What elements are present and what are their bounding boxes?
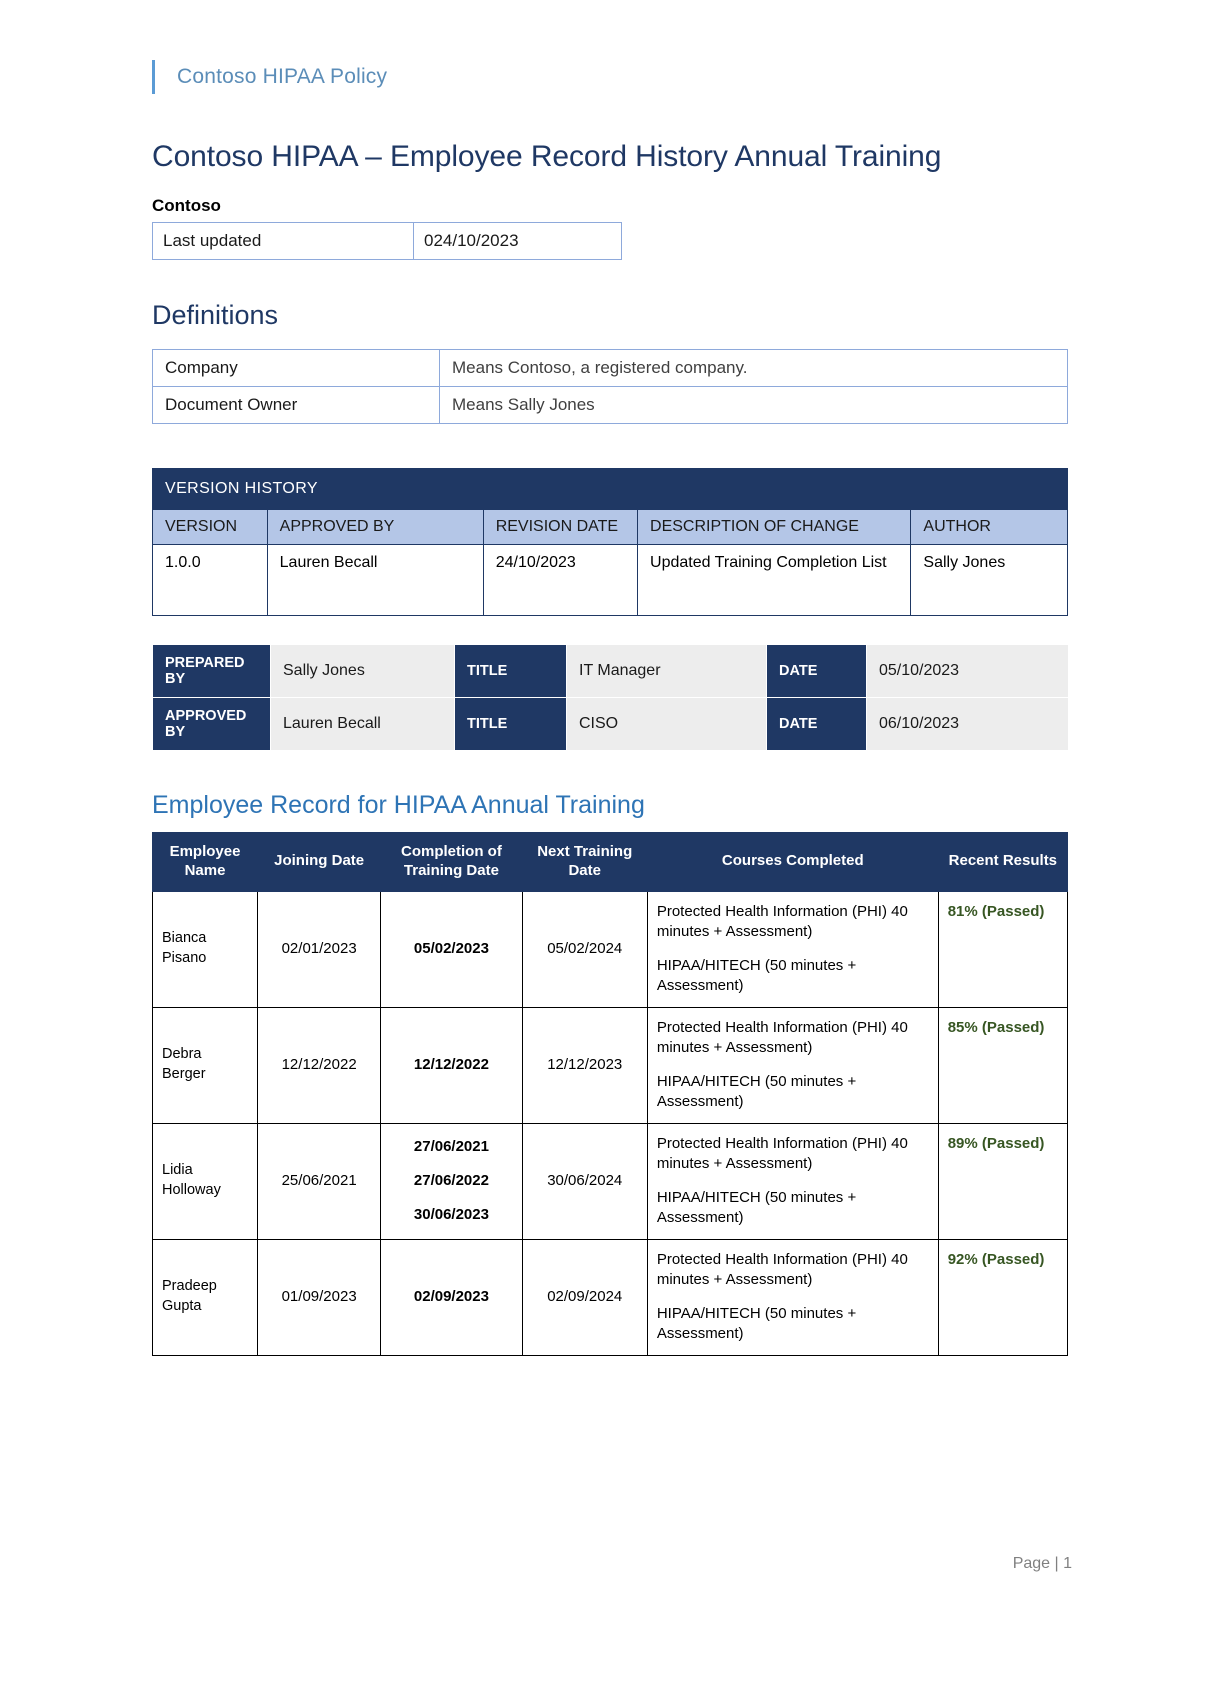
joining-date: 12/12/2022	[258, 1007, 381, 1123]
table-row	[153, 387, 1068, 424]
approved-by-name: Lauren Becall	[271, 698, 455, 751]
courses-completed	[647, 1239, 938, 1355]
table-row	[153, 1239, 1068, 1355]
header-title: Contoso HIPAA Policy	[177, 65, 388, 88]
column-header-courses-completed: Courses Completed	[647, 833, 938, 892]
column-header-description: DESCRIPTION OF CHANGE	[638, 510, 911, 545]
table-row	[153, 645, 1069, 698]
next-training-date: 02/09/2024	[522, 1239, 647, 1355]
definition-term: Document Owner	[153, 387, 440, 424]
table-row	[153, 350, 1068, 387]
course-item: Protected Health Information (PHI) 40 minutes + Assessment)	[656, 1250, 908, 1288]
page-title: Contoso HIPAA – Employee Record History Annual Training	[152, 140, 942, 173]
definition-term: Company	[153, 350, 440, 387]
header-accent-bar	[152, 60, 155, 94]
table-row	[153, 891, 1068, 1007]
approved-title-value: CISO	[567, 698, 767, 751]
table-row	[153, 698, 1069, 751]
joining-date: 02/01/2023	[258, 891, 381, 1007]
table-row	[153, 1007, 1068, 1123]
employee-record-table	[152, 832, 1068, 1356]
author-value: Sally Jones	[911, 545, 1068, 616]
completion-date-item: 27/06/2021	[413, 1137, 489, 1155]
prepared-by-label: PREPARED BY	[153, 645, 271, 698]
courses-completed	[647, 1007, 938, 1123]
recent-result: 92% (Passed)	[938, 1239, 1067, 1355]
version-history-title-row	[153, 469, 1068, 510]
column-header-employee-name: Employee Name	[153, 833, 258, 892]
employee-name: Bianca Pisano	[153, 891, 258, 1007]
employee-name: Lidia Holloway	[153, 1123, 258, 1239]
course-item: Protected Health Information (PHI) 40 minutes + Assessment)	[656, 902, 908, 940]
description-value: Updated Training Completion List	[638, 545, 911, 616]
completion-date: 12/12/2022	[381, 1007, 522, 1123]
recent-result: 89% (Passed)	[938, 1123, 1067, 1239]
approved-title-label: TITLE	[455, 698, 567, 751]
next-training-date: 05/02/2024	[522, 891, 647, 1007]
completion-date-item: 27/06/2022	[413, 1171, 489, 1189]
version-history-title: VERSION HISTORY	[153, 469, 1068, 510]
last-updated-label: Last updated	[153, 223, 414, 260]
prepared-title-label: TITLE	[455, 645, 567, 698]
next-training-date: 30/06/2024	[522, 1123, 647, 1239]
last-updated-table	[152, 222, 622, 260]
company-name: Contoso	[152, 196, 221, 215]
employee-name: Pradeep Gupta	[153, 1239, 258, 1355]
course-item: HIPAA/HITECH (50 minutes + Assessment)	[656, 1073, 857, 1111]
prepared-date-label: DATE	[767, 645, 867, 698]
employee-name: Debra Berger	[153, 1007, 258, 1123]
version-history-table	[152, 468, 1068, 616]
joining-date: 01/09/2023	[258, 1239, 381, 1355]
prepared-by-name: Sally Jones	[271, 645, 455, 698]
column-header-author: AUTHOR	[911, 510, 1068, 545]
table-row	[153, 1123, 1068, 1239]
last-updated-value: 024/10/2023	[414, 223, 622, 260]
prepared-title-value: IT Manager	[567, 645, 767, 698]
column-header-completion-date: Completion of Training Date	[381, 833, 522, 892]
approved-by-label: APPROVED BY	[153, 698, 271, 751]
course-item: HIPAA/HITECH (50 minutes + Assessment)	[656, 1305, 857, 1343]
definition-text: Means Contoso, a registered company.	[440, 350, 1068, 387]
column-header-version: VERSION	[153, 510, 268, 545]
column-header-joining-date: Joining Date	[258, 833, 381, 892]
course-item: Protected Health Information (PHI) 40 minutes + Assessment)	[656, 1134, 908, 1172]
courses-completed	[647, 1123, 938, 1239]
completion-date-item: 30/06/2023	[413, 1206, 489, 1224]
approved-date-label: DATE	[767, 698, 867, 751]
signoff-table	[152, 644, 1069, 751]
column-header-approved-by: APPROVED BY	[267, 510, 483, 545]
recent-result: 81% (Passed)	[938, 891, 1067, 1007]
course-item: HIPAA/HITECH (50 minutes + Assessment)	[656, 957, 857, 995]
table-header-row	[153, 833, 1068, 892]
definition-text: Means Sally Jones	[440, 387, 1068, 424]
version-value: 1.0.0	[153, 545, 268, 616]
table-row	[153, 223, 622, 260]
column-header-recent-results: Recent Results	[938, 833, 1067, 892]
course-item: Protected Health Information (PHI) 40 minutes + Assessment)	[656, 1018, 908, 1056]
definitions-table	[152, 349, 1068, 424]
prepared-date-value: 05/10/2023	[867, 645, 1069, 698]
courses-completed	[647, 891, 938, 1007]
recent-result: 85% (Passed)	[938, 1007, 1067, 1123]
completion-date: 05/02/2023	[381, 891, 522, 1007]
employee-record-heading: Employee Record for HIPAA Annual Training	[152, 791, 645, 819]
completion-date	[381, 1123, 522, 1239]
page-content	[152, 60, 1072, 1356]
joining-date: 25/06/2021	[258, 1123, 381, 1239]
definitions-heading: Definitions	[152, 300, 279, 330]
next-training-date: 12/12/2023	[522, 1007, 647, 1123]
version-history-header-row	[153, 510, 1068, 545]
document-header	[152, 60, 1072, 94]
revision-date-value: 24/10/2023	[483, 545, 637, 616]
page-footer: Page | 1	[1012, 1555, 1072, 1572]
approved-date-value: 06/10/2023	[867, 698, 1069, 751]
table-row	[153, 545, 1068, 616]
column-header-next-training-date: Next Training Date	[522, 833, 647, 892]
completion-date: 02/09/2023	[381, 1239, 522, 1355]
approved-by-value: Lauren Becall	[267, 545, 483, 616]
column-header-revision-date: REVISION DATE	[483, 510, 637, 545]
course-item: HIPAA/HITECH (50 minutes + Assessment)	[656, 1189, 857, 1227]
